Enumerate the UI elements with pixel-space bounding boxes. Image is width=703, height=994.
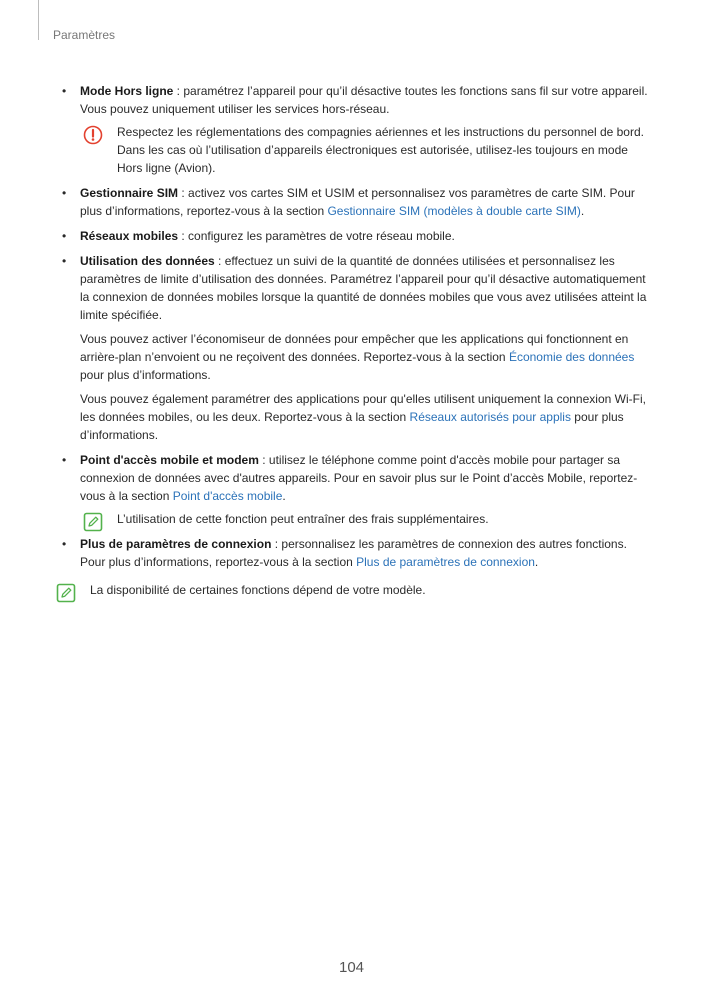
list-item-reseaux-mobiles xyxy=(53,227,653,245)
item-text: : personnalisez les paramètres de connexion des autres fonctions. Pour plus d’informations, reportez-vous à la section xyxy=(80,537,627,569)
item-paragraph xyxy=(80,390,653,444)
link-gestionnaire-sim[interactable]: Gestionnaire SIM (modèles à double carte SIM) xyxy=(327,204,581,218)
item-text: : paramétrez l’appareil pour qu’il désactive toutes les fonctions sans fil sur votre appareil. Vous pouvez uniquement utiliser les services hors-réseau. xyxy=(80,84,648,116)
note-notice xyxy=(80,510,653,528)
link-point-acces-mobile[interactable]: Point d'accès mobile xyxy=(172,489,283,503)
link-reseaux-autorises[interactable]: Réseaux autorisés pour applis xyxy=(409,410,571,424)
link-plus-parametres-connexion[interactable]: Plus de paramètres de connexion xyxy=(356,555,535,569)
note-icon xyxy=(55,582,77,604)
model-note xyxy=(53,581,653,599)
page-content xyxy=(53,82,653,599)
item-paragraph xyxy=(80,330,653,384)
list-item-utilisation-donnees xyxy=(53,252,653,444)
list-item-plus-parametres xyxy=(53,535,653,571)
bullet: • xyxy=(62,453,67,467)
item-text: Vous pouvez également paramétrer des applications pour qu'elles utilisent uniquement la connexion Wi-Fi, les données mobiles, ou les deux. Reportez-vous à la section xyxy=(80,392,646,424)
item-paragraph xyxy=(80,82,653,118)
section-header: Paramètres xyxy=(53,28,116,42)
item-text: Vous pouvez activer l’économiseur de données pour empêcher que les applications qui fonctionnent en arrière-plan n’envoient ou ne reçoivent des données. Reportez-vous à la section xyxy=(80,332,629,364)
bullet: • xyxy=(62,229,67,243)
bullet: • xyxy=(62,254,67,268)
list-item-gestionnaire-sim xyxy=(53,184,653,220)
item-text-end: . xyxy=(282,489,286,503)
note-icon xyxy=(82,511,104,533)
bullet: • xyxy=(62,537,67,551)
item-term: Point d'accès mobile et modem xyxy=(80,453,259,467)
caution-icon xyxy=(82,124,104,146)
bullet: • xyxy=(62,84,67,98)
item-text: : configurez les paramètres de votre réseau mobile. xyxy=(178,229,455,243)
item-text-end: . xyxy=(534,555,539,569)
list-item-point-acces xyxy=(53,451,653,528)
caution-notice xyxy=(80,123,653,177)
item-text: : utilisez le téléphone comme point d'accès mobile pour partager sa connexion de données avec d'autres appareils. Pour en savoir plus sur le Point d’accès Mobile, reportez-vous à la section xyxy=(80,453,638,503)
page-number: 104 xyxy=(338,959,365,976)
bullet: • xyxy=(62,186,67,200)
link-economie-donnees[interactable]: Économie des données xyxy=(508,350,635,364)
item-term: Réseaux mobiles xyxy=(80,229,179,243)
caution-text: Respectez les réglementations des compagnies aériennes et les instructions du personnel de bord. Dans les cas où l’utilisation d’appareils électroniques est autorisée, utilisez-les toujours en mode Hors ligne (Avion). xyxy=(117,125,644,175)
note-text: La disponibilité de certaines fonctions dépend de votre modèle. xyxy=(90,583,426,597)
item-paragraph xyxy=(80,184,653,220)
note-text: L’utilisation de cette fonction peut entraîner des frais supplémentaires. xyxy=(117,512,489,526)
item-paragraph xyxy=(80,451,653,505)
item-term: Utilisation des données xyxy=(80,254,215,268)
item-paragraph xyxy=(80,535,653,571)
item-text: : effectuez un suivi de la quantité de données utilisées et personnalisez les paramètres de limite d’utilisation des données. Paramétrez l’appareil pour qu’il désactive automatiquement la connexion de données mobiles lorsque la quantité de données mobiles que vous avez utilisées atteint la limite spécifiée. xyxy=(80,254,647,322)
item-term: Mode Hors ligne xyxy=(80,84,174,98)
item-text: : activez vos cartes SIM et USIM et personnalisez vos paramètres de carte SIM. Pour plus d’informations, reportez-vous à la section xyxy=(80,186,635,218)
item-text-end: pour plus d’informations. xyxy=(80,410,624,442)
item-term: Gestionnaire SIM xyxy=(80,186,179,200)
list-item-mode-hors-ligne xyxy=(53,82,653,177)
header-rule xyxy=(38,0,39,40)
item-text-end: pour plus d’informations. xyxy=(80,368,211,382)
item-text-end: . xyxy=(580,204,585,218)
item-term: Plus de paramètres de connexion xyxy=(80,537,272,551)
item-paragraph xyxy=(80,252,653,324)
item-paragraph xyxy=(80,227,653,245)
